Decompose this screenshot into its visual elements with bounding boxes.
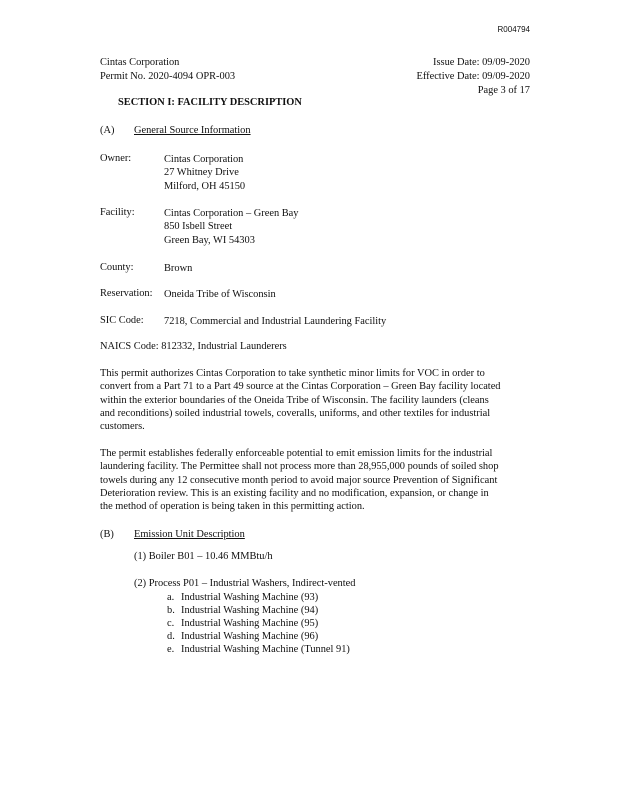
header-page-number: Page 3 of 17 — [477, 85, 530, 96]
header-effective-date: Effective Date: 09/09-2020 — [416, 71, 530, 82]
machine-letter: d. — [167, 631, 175, 642]
paragraph-line: This permit authorizes Cintas Corporation to take synthetic minor limits for VOC in order to — [100, 368, 485, 379]
paragraph-line: convert from a Part 71 to a Part 49 source at the Cintas Corporation – Green Bay facility located — [100, 381, 501, 393]
sub-a-marker: (A) — [100, 125, 115, 136]
facility-line: 850 Isbell Street — [164, 221, 233, 233]
machine-name: Industrial Washing Machine (95) — [181, 618, 319, 629]
paragraph-line: the method of operation is being taken in this permitting action. — [100, 501, 365, 513]
paragraph-line: within the exterior boundaries of the Oneida Tribe of Wisconsin. The facility launders (cleans — [100, 394, 489, 406]
machine-letter: b. — [167, 605, 175, 616]
header-issue-date: Issue Date: 09/09-2020 — [433, 57, 530, 68]
naics-code: NAICS Code: 812332, Industrial Launderers — [100, 341, 287, 352]
reservation-value: Oneida Tribe of Wisconsin — [164, 289, 276, 300]
owner-line: 27 Whitney Drive — [164, 167, 239, 179]
paragraph-line: Deterioration review. This is an existing facility and no modification, expansion, or change in — [100, 487, 489, 499]
facility-label: Facility: — [100, 207, 135, 218]
paragraph-line: laundering facility. The Permittee shall not process more than 28,955,000 pounds of soiled shop — [100, 461, 499, 473]
sic-label: SIC Code: — [100, 315, 144, 326]
owner-line: Milford, OH 45150 — [164, 180, 246, 192]
reservation-label: Reservation: — [100, 288, 153, 299]
machine-name: Industrial Washing Machine (93) — [181, 592, 319, 603]
sic-value: 7218, Commercial and Industrial Laundering Facility — [164, 316, 387, 327]
county-label: County: — [100, 262, 134, 273]
facility-address — [164, 207, 298, 247]
owner-label: Owner: — [100, 153, 132, 164]
sub-b-title: Emission Unit Description — [134, 529, 245, 540]
paragraph-line: customers. — [100, 421, 145, 433]
paragraph-emission-limits — [100, 447, 536, 513]
owner-line: Cintas Corporation — [164, 154, 244, 165]
machine-name: Industrial Washing Machine (96) — [181, 631, 319, 642]
machine-letter: e. — [167, 644, 175, 655]
machine-letter: a. — [167, 592, 175, 603]
paragraph-line: towels during any 12 consecutive month period to avoid major source Prevention of Significant — [100, 474, 498, 486]
unit-boiler: (1) Boiler B01 – 10.46 MMBtu/h — [134, 551, 273, 562]
paragraph-line: and reconditions) soiled industrial towels, coveralls, uniforms, and other textiles for industrial — [100, 407, 491, 419]
sub-a-title: General Source Information — [134, 125, 251, 136]
unit-process: (2) Process P01 – Industrial Washers, Indirect-vented — [134, 578, 356, 589]
facility-line: Cintas Corporation – Green Bay — [164, 208, 299, 219]
county-value: Brown — [164, 263, 193, 274]
machine-letter: c. — [167, 618, 175, 629]
header-company: Cintas Corporation — [100, 57, 180, 68]
machine-name: Industrial Washing Machine (94) — [181, 605, 319, 616]
page-id: R004794 — [497, 25, 530, 34]
header-permit-no: Permit No. 2020-4094 OPR-003 — [100, 71, 236, 82]
owner-address — [164, 153, 245, 193]
paragraph-permit-purpose — [100, 367, 536, 433]
machine-name: Industrial Washing Machine (Tunnel 91) — [181, 644, 350, 655]
facility-line: Green Bay, WI 54303 — [164, 234, 255, 246]
section-title: SECTION I: FACILITY DESCRIPTION — [118, 97, 302, 108]
paragraph-line: The permit establishes federally enforceable potential to emit emission limits for the industrial — [100, 448, 493, 459]
sub-b-marker: (B) — [100, 529, 114, 540]
